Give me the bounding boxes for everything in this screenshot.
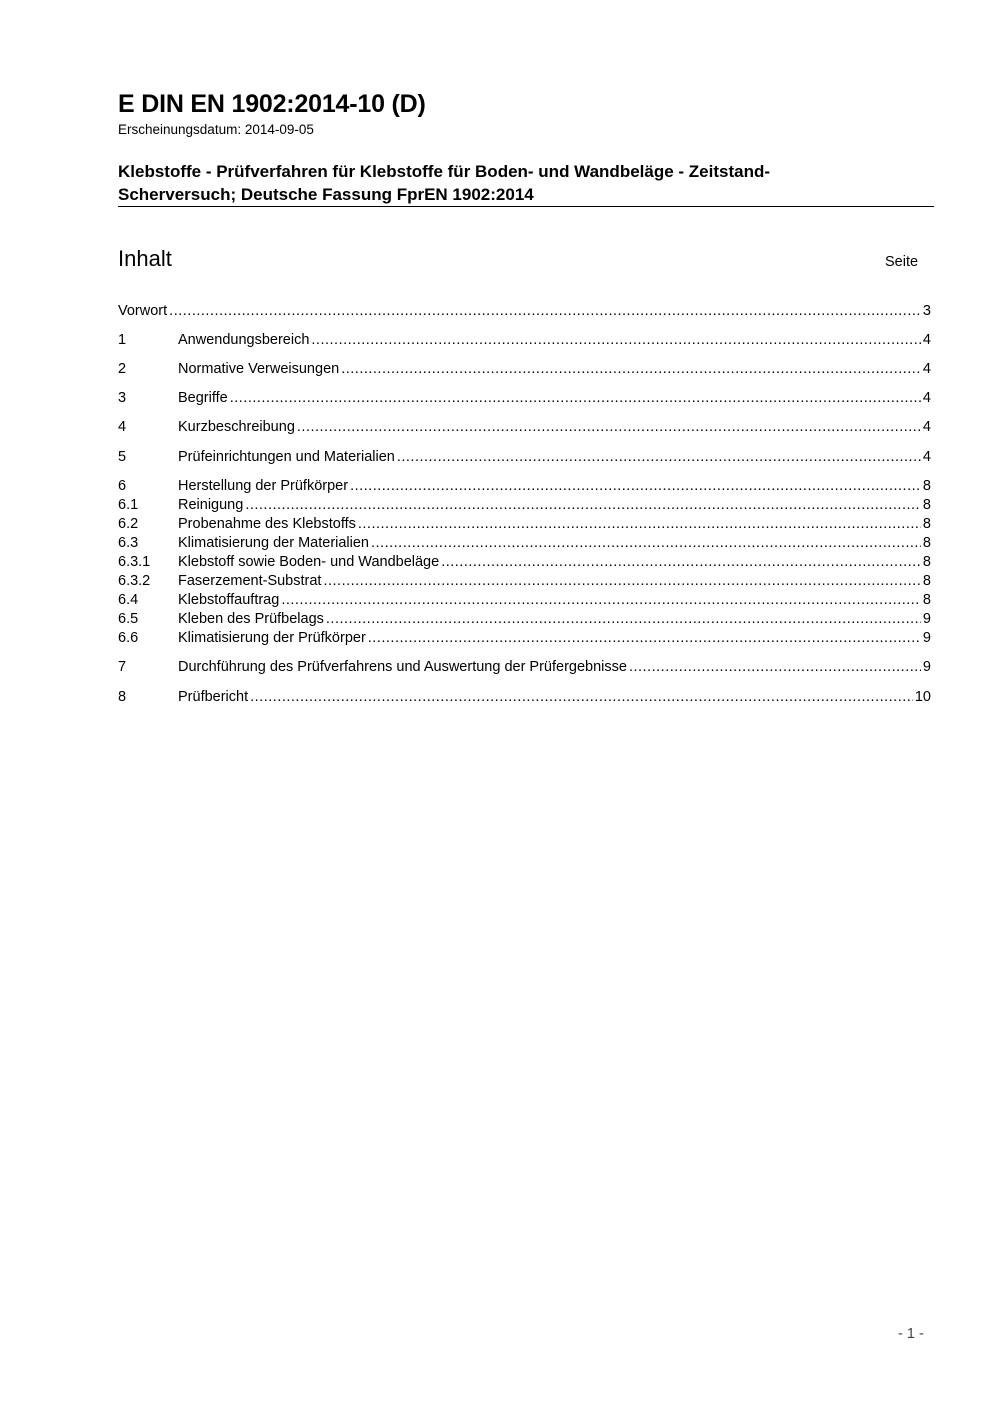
toc-dot-leader bbox=[358, 515, 921, 534]
toc-entry-title: Klebstoff sowie Boden- und Wandbeläge bbox=[178, 554, 440, 570]
toc-entry-title: Vorwort bbox=[118, 303, 168, 319]
document-title bbox=[118, 160, 918, 206]
toc-entry-page: 8 bbox=[922, 573, 931, 589]
toc-dot-leader bbox=[311, 331, 921, 350]
document-id: E DIN EN 1902:2014-10 (D) bbox=[118, 90, 426, 118]
toc-entry-page: 9 bbox=[922, 659, 931, 675]
toc-entry-number: 5 bbox=[118, 449, 127, 465]
toc-entry-page: 4 bbox=[922, 332, 931, 348]
toc-entry-number: 3 bbox=[118, 390, 127, 406]
toc-entry-page: 4 bbox=[922, 390, 931, 406]
toc-entry-page: 9 bbox=[922, 611, 931, 627]
toc-dot-leader bbox=[371, 534, 921, 553]
toc-entry-number: 6.5 bbox=[118, 611, 139, 627]
page-number: - 1 - bbox=[898, 1326, 924, 1342]
toc-entry[interactable] bbox=[118, 688, 931, 707]
toc-entry-number: 7 bbox=[118, 659, 127, 675]
toc-dot-leader bbox=[323, 572, 920, 591]
toc-entry[interactable] bbox=[118, 629, 931, 648]
toc-entry-title: Prüfeinrichtungen und Materialien bbox=[178, 449, 395, 465]
publication-date: Erscheinungsdatum: 2014-09-05 bbox=[118, 122, 314, 137]
toc-entry[interactable] bbox=[118, 477, 931, 496]
toc-entry[interactable] bbox=[118, 418, 931, 437]
toc-entry-number: 8 bbox=[118, 689, 127, 705]
toc-entry-title: Begriffe bbox=[178, 390, 228, 406]
toc-entry-title: Kurzbeschreibung bbox=[178, 419, 295, 435]
toc-entry-title: Durchführung des Prüfverfahrens und Auswertung der Prüfergebnisse bbox=[178, 659, 627, 675]
toc-entry[interactable] bbox=[118, 448, 931, 467]
toc-dot-leader bbox=[250, 688, 913, 707]
toc-entry-page: 8 bbox=[922, 592, 931, 608]
toc-entry-title: Herstellung der Prüfkörper bbox=[178, 478, 349, 494]
toc-entry-page: 8 bbox=[922, 478, 931, 494]
toc-entry-page: 4 bbox=[922, 361, 931, 377]
toc-entry-number: 6.4 bbox=[118, 592, 139, 608]
toc-entry[interactable] bbox=[118, 658, 931, 677]
toc-entry-page: 8 bbox=[922, 535, 931, 551]
toc-entry[interactable] bbox=[118, 572, 931, 591]
toc-entry-title: Klimatisierung der Prüfkörper bbox=[178, 630, 366, 646]
toc-entry-number: 4 bbox=[118, 419, 127, 435]
toc-entry[interactable] bbox=[118, 496, 931, 515]
toc-entry[interactable] bbox=[118, 360, 931, 379]
toc-dot-leader bbox=[297, 418, 921, 437]
toc-entry-title: Normative Verweisungen bbox=[178, 361, 340, 377]
toc-entry[interactable] bbox=[118, 553, 931, 572]
toc-entry-page: 3 bbox=[922, 303, 931, 319]
toc-entry-title: Anwendungsbereich bbox=[178, 332, 310, 348]
toc-dot-leader bbox=[169, 302, 921, 321]
toc-entry[interactable] bbox=[118, 610, 931, 629]
toc-dot-leader bbox=[368, 629, 921, 648]
toc-entry[interactable] bbox=[118, 591, 931, 610]
toc-entry-page: 10 bbox=[914, 689, 931, 705]
toc-entry-number: 6.3 bbox=[118, 535, 139, 551]
toc-dot-leader bbox=[281, 591, 921, 610]
toc-entry[interactable] bbox=[118, 389, 931, 408]
toc-entry-number: 6.2 bbox=[118, 516, 139, 532]
toc-entry-title: Klebstoffauftrag bbox=[178, 592, 280, 608]
toc-dot-leader bbox=[341, 360, 921, 379]
toc-entry-number: 2 bbox=[118, 361, 127, 377]
toc-dot-leader bbox=[245, 496, 921, 515]
toc-heading: Inhalt bbox=[118, 246, 172, 271]
toc-entry-page: 8 bbox=[922, 554, 931, 570]
toc-entry-title: Reinigung bbox=[178, 497, 244, 513]
toc-dot-leader bbox=[397, 448, 921, 467]
toc-entry-number: 6.6 bbox=[118, 630, 139, 646]
toc-dot-leader bbox=[230, 389, 921, 408]
toc-entry-title: Kleben des Prüfbelags bbox=[178, 611, 324, 627]
toc-entry-title: Klimatisierung der Materialien bbox=[178, 535, 369, 551]
toc-entry-number: 6 bbox=[118, 478, 127, 494]
toc-entry-number: 6.3.2 bbox=[118, 573, 151, 589]
toc-dot-leader bbox=[350, 477, 921, 496]
toc-dot-leader bbox=[326, 610, 921, 629]
toc-dot-leader bbox=[441, 553, 921, 572]
toc-entry-number: 6.3.1 bbox=[118, 554, 151, 570]
toc-entry[interactable] bbox=[118, 534, 931, 553]
toc-entry-page: 9 bbox=[922, 630, 931, 646]
toc-entry-title: Probenahme des Klebstoffs bbox=[178, 516, 356, 532]
toc-entry-page: 8 bbox=[922, 497, 931, 513]
toc-entry[interactable] bbox=[118, 331, 931, 350]
title-divider bbox=[118, 206, 934, 207]
document-title-line-1: Klebstoffe - Prüfverfahren für Klebstoffe für Boden- und Wandbeläge - Zeitstand- bbox=[118, 162, 771, 181]
toc-entry[interactable] bbox=[118, 515, 931, 534]
toc-entry-page: 4 bbox=[922, 449, 931, 465]
toc-entry[interactable] bbox=[118, 302, 931, 321]
toc-entry-number: 6.1 bbox=[118, 497, 139, 513]
document-title-line-2: Scherversuch; Deutsche Fassung FprEN 1902:2014 bbox=[118, 185, 534, 204]
toc-entry-title: Faserzement-Substrat bbox=[178, 573, 322, 589]
toc-entry-number: 1 bbox=[118, 332, 127, 348]
toc-entry-page: 8 bbox=[922, 516, 931, 532]
toc-entry-page: 4 bbox=[922, 419, 931, 435]
toc-dot-leader bbox=[629, 658, 921, 677]
toc-page-column-label: Seite bbox=[885, 254, 919, 270]
toc-entry-title: Prüfbericht bbox=[178, 689, 249, 705]
